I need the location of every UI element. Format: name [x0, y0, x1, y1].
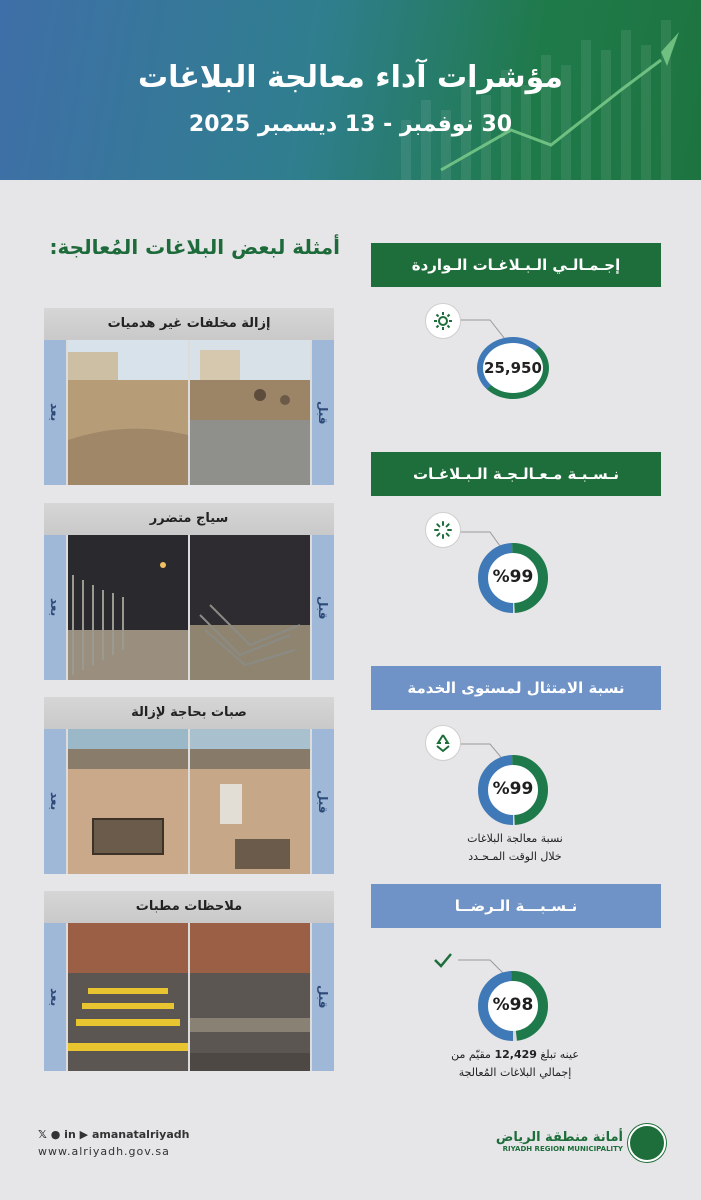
before-photo: [190, 729, 310, 874]
examples-title: أمثلة لبعض البلاغات المُعالجة:: [49, 235, 340, 259]
after-photo: [68, 923, 188, 1071]
example-card-barriers: [44, 697, 334, 874]
example-caption: إزالة مخلفات غير هدميات: [44, 308, 334, 340]
linkedin-icon[interactable]: in: [64, 1128, 76, 1141]
x-icon[interactable]: 𝕏: [38, 1128, 47, 1141]
total-reports-value: 25,950: [477, 337, 549, 399]
org-name: أمانة منطقة الرياض RIYADH REGION MUNICIPALITY: [495, 1130, 623, 1153]
satisfaction-banner: نـسـبـــة الـرضــا: [371, 884, 661, 928]
after-photo: [68, 729, 188, 874]
before-label: قبل: [312, 729, 334, 874]
page-title: مؤشرات آداء معالجة البلاغات: [138, 60, 563, 95]
processing-rate-banner: نـسـبـة مـعـالـجـة الـبـلاغـات: [371, 452, 661, 496]
example-caption: سياج متضرر: [44, 503, 334, 535]
youtube-icon[interactable]: ▶: [79, 1128, 89, 1141]
example-card-fence: [44, 503, 334, 680]
before-label: قبل: [312, 535, 334, 680]
satisfaction-value: %98: [492, 995, 534, 1015]
satisfaction-note: عينه تبلغ 12,429 مقيّم من إجمالي البلاغات المُعالجة: [451, 1048, 579, 1079]
example-card-speedbumps: [44, 891, 334, 1071]
check-icon: [425, 942, 461, 978]
date-range: 30 نوفمبر - 13 ديسمبر 2025: [188, 112, 513, 137]
website-link[interactable]: www.alriyadh.gov.sa: [38, 1145, 170, 1158]
loading-icon: [425, 512, 461, 548]
compliance-note: نسبة معالجة البلاغات خلال الوقت المـحـدد: [467, 832, 563, 863]
header-banner: [0, 0, 701, 180]
before-photo: [190, 340, 310, 485]
after-photo: [68, 535, 188, 680]
before-label: قبل: [312, 340, 334, 485]
gear-icon: [425, 303, 461, 339]
example-caption: ملاحظات مطبات: [44, 891, 334, 923]
after-label: بعد: [44, 729, 66, 874]
after-photo: [68, 340, 188, 485]
after-label: بعد: [44, 923, 66, 1071]
example-card-debris: [44, 308, 334, 485]
total-reports-banner: إجـمـالـي الـبـلاغـات الـواردة: [371, 243, 661, 287]
before-photo: [190, 923, 310, 1071]
processing-rate-value: %99: [492, 567, 534, 587]
before-photo: [190, 535, 310, 680]
snapchat-icon[interactable]: ●: [50, 1128, 61, 1141]
compliance-rate-value: %99: [492, 779, 534, 799]
municipality-logo: [628, 1124, 666, 1162]
social-links: [38, 1128, 189, 1141]
after-label: بعد: [44, 535, 66, 680]
recycle-icon: [425, 725, 461, 761]
compliance-rate-banner: نسبة الامتثال لمستوى الخدمة: [371, 666, 661, 710]
before-label: قبل: [312, 923, 334, 1071]
example-caption: صبات بحاجة لإزالة: [44, 697, 334, 729]
after-label: بعد: [44, 340, 66, 485]
social-handle[interactable]: amanatalriyadh: [91, 1128, 190, 1141]
